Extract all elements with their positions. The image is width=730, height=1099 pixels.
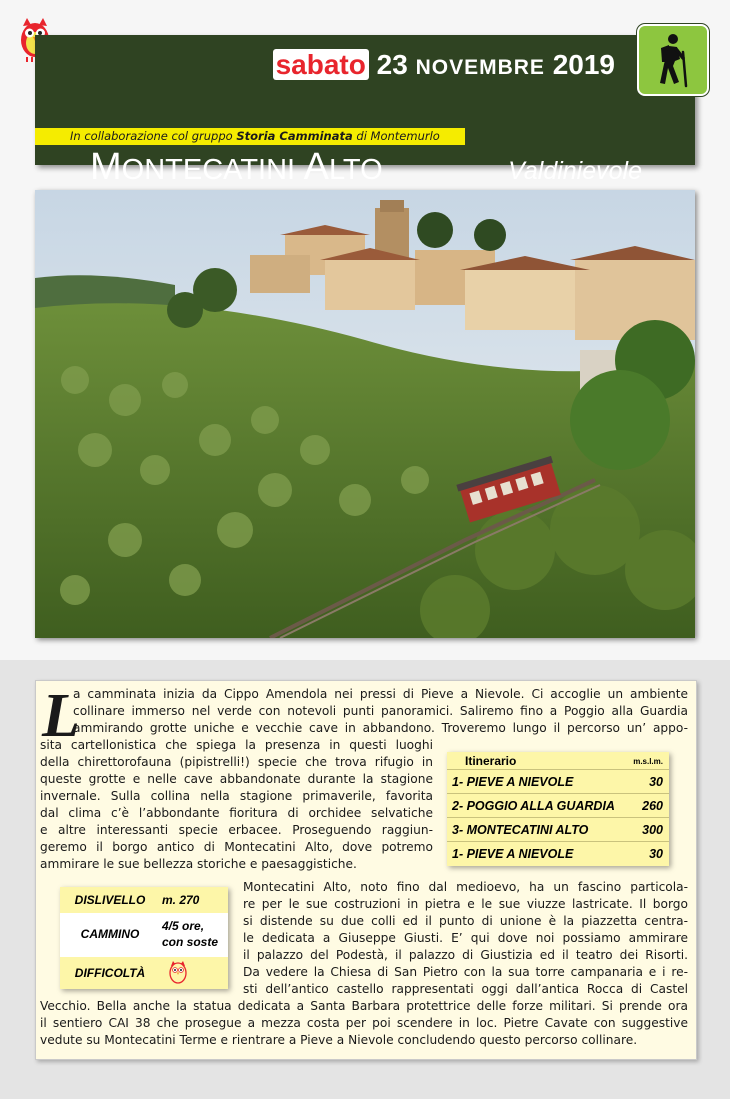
date-day-label: sabato — [273, 49, 369, 80]
body-line: le dedicata a Giuseppe Giusti. E’ qui dove noi possiamo ammirare — [243, 931, 688, 945]
body-line: e altre interessanti specie erbacee. Proseguendo raggiun- — [40, 823, 433, 837]
body-line: geremo il borgo antico di Montecatini Alto, dove potremo — [40, 840, 433, 854]
title-word-1: ONTECATINI — [121, 154, 296, 186]
collaboration-banner — [35, 128, 465, 145]
title-cap-1: M — [90, 146, 122, 188]
body-line: invernale. Sulla collina nella stagione primaverile, favorita — [40, 789, 433, 803]
stat-value: m. 270 — [162, 893, 200, 907]
region-label: Valdinievole — [508, 157, 642, 185]
stat-label: DISLIVELLO — [74, 893, 146, 907]
event-date — [273, 49, 615, 81]
date-year: 2019 — [552, 49, 615, 80]
body-line: queste grotte e nelle cave abbandonate durante la stagione — [40, 772, 433, 786]
body-line: Vecchio. Bella anche la statua dedicata a Santa Barbara protettrice delle forze militari. Si prende ora — [40, 999, 688, 1013]
date-month: NOVEMBRE — [415, 56, 545, 79]
stat-label: CAMMINO — [80, 927, 140, 941]
collab-prefix: In collaborazione col gruppo — [70, 129, 237, 143]
body-line: sita cartellonistica che spiega la presenza in questi luoghi — [40, 738, 433, 752]
body-line: vedute su Montecatini Terme e rientrare a Pieve a Nievole concludendo questo percorso collinare. — [40, 1033, 638, 1047]
hiker-icon — [639, 26, 707, 94]
page-title — [90, 145, 383, 192]
itinerary-row — [447, 841, 669, 866]
dropcap-letter: L — [42, 682, 80, 750]
itinerary-altitude: 260 — [642, 799, 663, 813]
itinerary-stop: 1- PIEVE A NIEVOLE — [452, 847, 574, 861]
itinerary-stop: 1- PIEVE A NIEVOLE — [452, 775, 574, 789]
body-line: dal clima c’è l’abbondante fioritura di orchidee selvatiche — [40, 806, 433, 820]
body-line: Montecatini Alto, noto fino dal medioevo, ha un fascino particola- — [243, 880, 688, 894]
itinerary-altitude: 30 — [649, 847, 663, 861]
body-line: della chirettorofauna (pipistrelli!) specie che trova rifugio in — [40, 755, 433, 769]
owl-icon — [168, 960, 188, 986]
itinerary-table — [447, 752, 669, 866]
itinerary-altitude: 30 — [649, 775, 663, 789]
collab-suffix: di Montemurlo — [352, 129, 440, 143]
body-line: Da vedere la Chiesa di San Pietro con la sua torre campanaria e i re- — [243, 965, 688, 979]
collab-group: Storia Camminata — [236, 129, 353, 143]
itinerary-unit: m.s.l.m. — [633, 757, 663, 766]
itinerary-header — [447, 752, 669, 770]
body-line: il sentiero CAI 38 che prosegue a mezza costa per poi scendere in loc. Pietre Cavate con suggestive — [40, 1016, 688, 1030]
itinerary-row — [447, 817, 669, 842]
body-line: sti dell’antico castello rappresentati oggi dall’antica Rocca di Castel — [243, 982, 688, 996]
body-line: il palazzo del Podestà, il palazzo di Giustizia ed il teatro dei Risorti. — [243, 948, 688, 962]
title-cap-2: A — [303, 146, 329, 188]
header-panel — [35, 35, 695, 188]
body-line: collinare immerso nel verde con notevoli punti panoramici. Saliremo fino a Poggio alla Guardia — [73, 704, 688, 718]
itinerary-altitude: 300 — [642, 823, 663, 837]
hiker-badge — [637, 24, 709, 96]
stat-value: con soste — [162, 935, 219, 949]
stat-dislivello — [60, 887, 228, 913]
landscape-photo — [35, 190, 695, 638]
body-line: ammirare le sue bellezza storiche e paesaggistiche. — [40, 857, 357, 871]
itinerary-stop: 3- MONTECATINI ALTO — [452, 823, 589, 837]
stat-value: 4/5 ore, — [162, 919, 205, 933]
body-line: re per le sue costruzioni in pietra e le sue viuzze lastricate. Il borgo — [243, 897, 688, 911]
stats-box — [60, 887, 228, 989]
body-line: ammirando grotte uniche e vecchie cave in abbandono. Troveremo lungo il percorso un’ appo- — [73, 721, 688, 735]
itinerary-title: Itinerario — [465, 754, 517, 768]
itinerary-stop: 2- POGGIO ALLA GUARDIA — [452, 799, 615, 813]
stat-label: DIFFICOLTÀ — [74, 966, 146, 980]
itinerary-row — [447, 769, 669, 794]
stat-difficolta — [60, 957, 228, 989]
itinerary-row — [447, 793, 669, 818]
body-line: a camminata inizia da Cippo Amendola nei pressi di Pieve a Nievole. Ci accoglie un ambiente — [73, 687, 688, 701]
stat-cammino — [60, 913, 228, 957]
date-day-number: 23 — [376, 49, 408, 80]
body-line: si distende su due colli ed il punto di unione è la piazzetta centra- — [243, 914, 688, 928]
title-word-2: LTO — [328, 154, 383, 186]
